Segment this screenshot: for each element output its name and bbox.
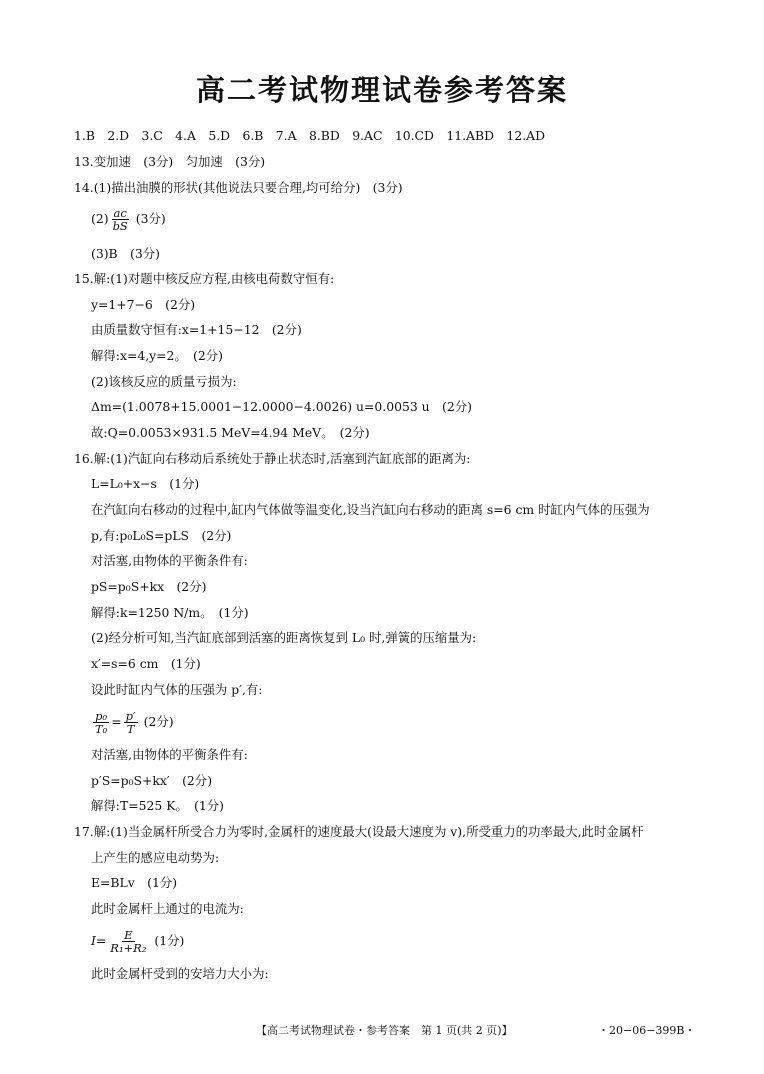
fraction-denominator: bS [112,219,128,233]
answer-line-16-pressure: 设此时缸内气体的压强为 p′,有: [91,682,263,697]
answer-line-16-eq1: L=L₀+x−s (1分) [91,476,200,491]
fraction-numerator: E [124,928,133,942]
fraction-p0-over-t0 [93,710,109,735]
answer-line-16-piston2: 对活塞,由物体的平衡条件有: [91,747,248,762]
answer-line-14-1: 14.(1)描出油膜的形状(其他说法只要合理,均可给分) (3分) [74,180,403,195]
footer-code: ・20−06−399B・ [598,1024,696,1037]
fraction-ac-over-bs [111,207,130,232]
answer-line-16-text: 在汽缸向右移动的过程中,缸内气体做等温变化,设当汽缸向右移动的距离 s=6 cm 时缸内气体的压强为 [91,502,650,517]
answer-line-15-mass: Δm=(1.0078+15.0001−12.0000−4.0026) u=0.0053 u (2分) [91,399,472,414]
fraction-numerator: p′ [125,709,136,723]
fraction-denominator: T [126,722,135,736]
answer-line-17-force: 此时金属杆受到的安培力大小为: [91,966,269,981]
answer-line-16-eq5: p′S=p₀S+kx′ (2分) [91,773,213,788]
answer-line-17-cont: 上产生的感应电动势为: [91,850,220,865]
answer-line-17-eq2 [91,929,184,954]
answer-line-15-eq1: y=1+7−6 (2分) [91,297,196,312]
answer-line-16-ratio [91,710,174,735]
fraction-e-over-r [108,929,148,954]
answer-line-16-solve2: 解得:T=525 K。 (1分) [91,798,224,813]
answer-line-17-intro: 17.解:(1)当金属杆所受合力为零时,金属杆的速度最大(设最大速度为 v),所受重力的功率最大,此时金属杆 [74,824,644,839]
answer-line-16-intro: 16.解:(1)汽缸向右移动后系统处于静止状态时,活塞到汽缸底部的距离为: [74,451,471,466]
page-title: 高二考试物理试卷参考答案 [195,73,568,107]
fraction-numerator: p₀ [95,709,108,723]
answer-line-15-intro: 15.解:(1)对题中核反应方程,由核电荷数守恒有: [74,271,335,286]
fraction-denominator: R₁+R₂ [110,941,147,955]
answer-line-16-eq2: p,有:p₀L₀S=pLS (2分) [91,528,232,543]
q17-eq2-score: (1分) [154,933,185,948]
answer-line-13: 13.变加速 (3分) 匀加速 (3分) [74,154,266,169]
answer-line-17-current: 此时金属杆上通过的电流为: [91,901,244,916]
answer-line-16-solve1: 解得:k=1250 N/m。 (1分) [91,605,249,620]
fraction-numerator: ac [113,206,127,220]
answer-line-15-2: (2)该核反应的质量亏损为: [91,374,237,389]
fraction-p-prime-over-t [124,710,138,735]
answer-line-15-solve: 解得:x=4,y=2。 (2分) [91,348,223,363]
equals-sign: = [111,714,122,729]
answer-line-16-2: (2)经分析可知,当汽缸底部到活塞的距离恢复到 L₀ 时,弹簧的压缩量为: [91,630,477,645]
answer-line-choice: 1.B 2.D 3.C 4.A 5.D 6.B 7.A 8.BD 9.AC 10.CD 11.ABD 12.AD [74,128,546,143]
answer-line-16-piston: 对活塞,由物体的平衡条件有: [91,553,248,568]
fraction-denominator: T₀ [95,722,108,736]
answer-line-16-eq3: pS=p₀S+kx (2分) [91,579,207,594]
answer-line-16-eq4: x′=s=6 cm (1分) [91,656,201,671]
q14-2-score: (3分) [135,211,166,226]
q16-ratio-score: (2分) [143,714,174,729]
answer-line-15-energy: 故:Q=0.0053×931.5 MeV=4.94 MeV。 (2分) [91,425,370,440]
answer-line-14-2 [91,207,166,232]
current-symbol: I= [91,933,107,948]
answer-line-14-3: (3)B (3分) [91,246,160,261]
answer-line-17-eq1: E=BLv (1分) [91,875,178,890]
q14-2-label: (2) [91,211,109,226]
answer-line-15-eq2: 由质量数守恒有:x=1+15−12 (2分) [91,322,302,337]
footer-page-info: 【高二考试物理试卷・参考答案 第 1 页(共 2 页)】 [256,1024,513,1037]
